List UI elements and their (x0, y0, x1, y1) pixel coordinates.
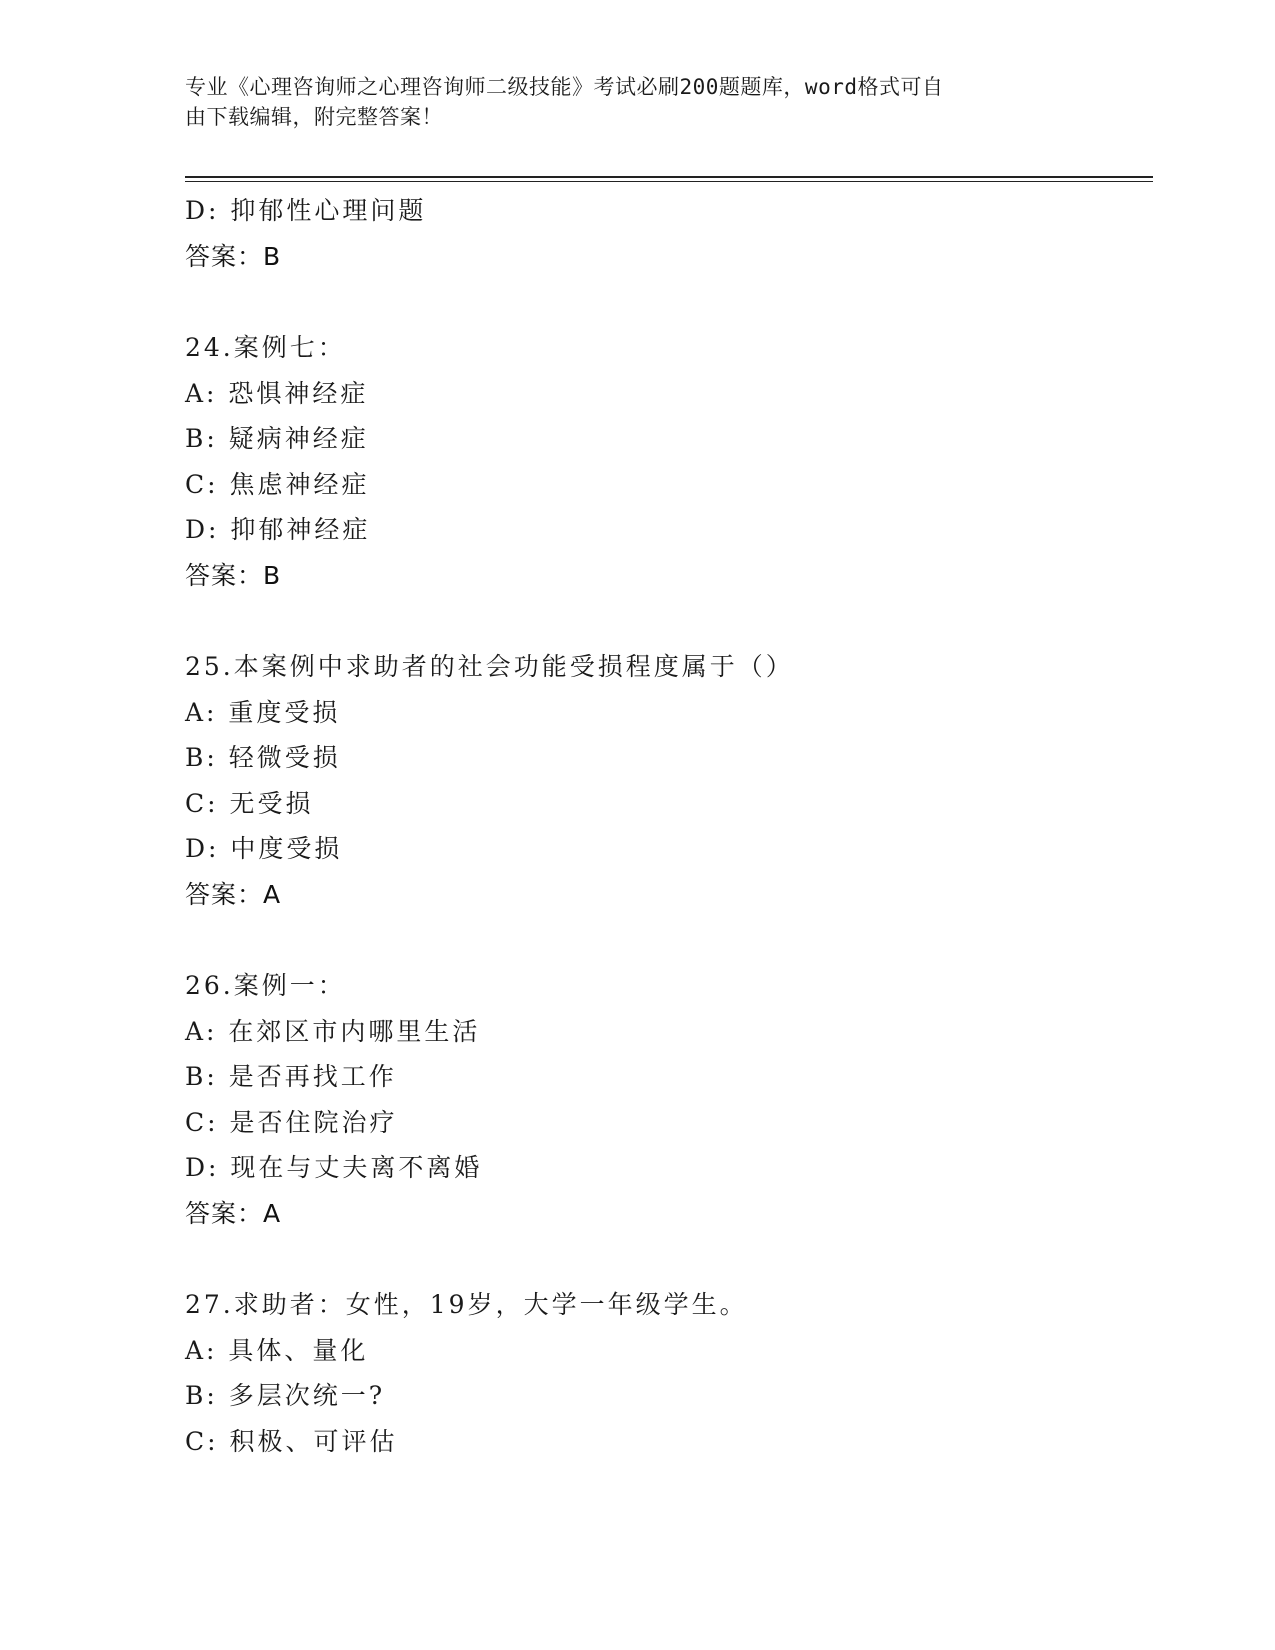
question-block-27 (185, 1282, 1145, 1464)
header-line-1: 专业《心理咨询师之心理咨询师二级技能》考试必刷200题题库，word格式可自 (185, 75, 944, 99)
option-a: A: 在郊区市内哪里生活 (185, 1016, 481, 1046)
answer-line: 答案：B (185, 560, 282, 590)
question-title: 26.案例一： (185, 971, 346, 1000)
option-a: A: 恐惧神经症 (185, 378, 369, 408)
option-d: D: 中度受损 (185, 834, 343, 863)
header-divider-thin (185, 181, 1153, 182)
option-c: C: 焦虑神经症 (185, 469, 370, 499)
option-c: C: 是否住院治疗 (185, 1107, 398, 1137)
spacer (185, 598, 1145, 644)
spacer (185, 279, 1145, 325)
option-d: D: 抑郁性心理问题 (185, 196, 427, 225)
option-b: B: 轻微受损 (185, 743, 341, 772)
question-title: 25.本案例中求助者的社会功能受损程度属于（） (185, 652, 794, 681)
option-a: A: 重度受损 (185, 697, 341, 727)
question-list (185, 188, 1145, 1464)
document-header (185, 72, 1055, 132)
answer-line: 答案：A (185, 1198, 282, 1228)
answer-line: 答案：A (185, 879, 282, 909)
question-block-25 (185, 644, 1145, 917)
option-c: C: 无受损 (185, 788, 314, 818)
option-d: D: 抑郁神经症 (185, 515, 371, 544)
question-block-24 (185, 325, 1145, 598)
spacer (185, 1236, 1145, 1282)
answer-line: 答案：B (185, 241, 282, 271)
option-b: B: 是否再找工作 (185, 1062, 397, 1091)
question-title: 24.案例七： (185, 333, 346, 362)
option-a: A: 具体、量化 (185, 1335, 369, 1365)
question-block-26 (185, 963, 1145, 1236)
header-line-2: 由下载编辑，附完整答案！ (185, 105, 443, 129)
spacer (185, 917, 1145, 963)
question-title: 27.求助者：女性，19岁，大学一年级学生。 (185, 1290, 748, 1319)
option-c: C: 积极、可评估 (185, 1426, 398, 1456)
option-d: D: 现在与丈夫离不离婚 (185, 1153, 483, 1182)
option-b: B: 疑病神经症 (185, 424, 369, 453)
option-b: B: 多层次统一? (185, 1381, 386, 1410)
header-divider (185, 176, 1153, 178)
